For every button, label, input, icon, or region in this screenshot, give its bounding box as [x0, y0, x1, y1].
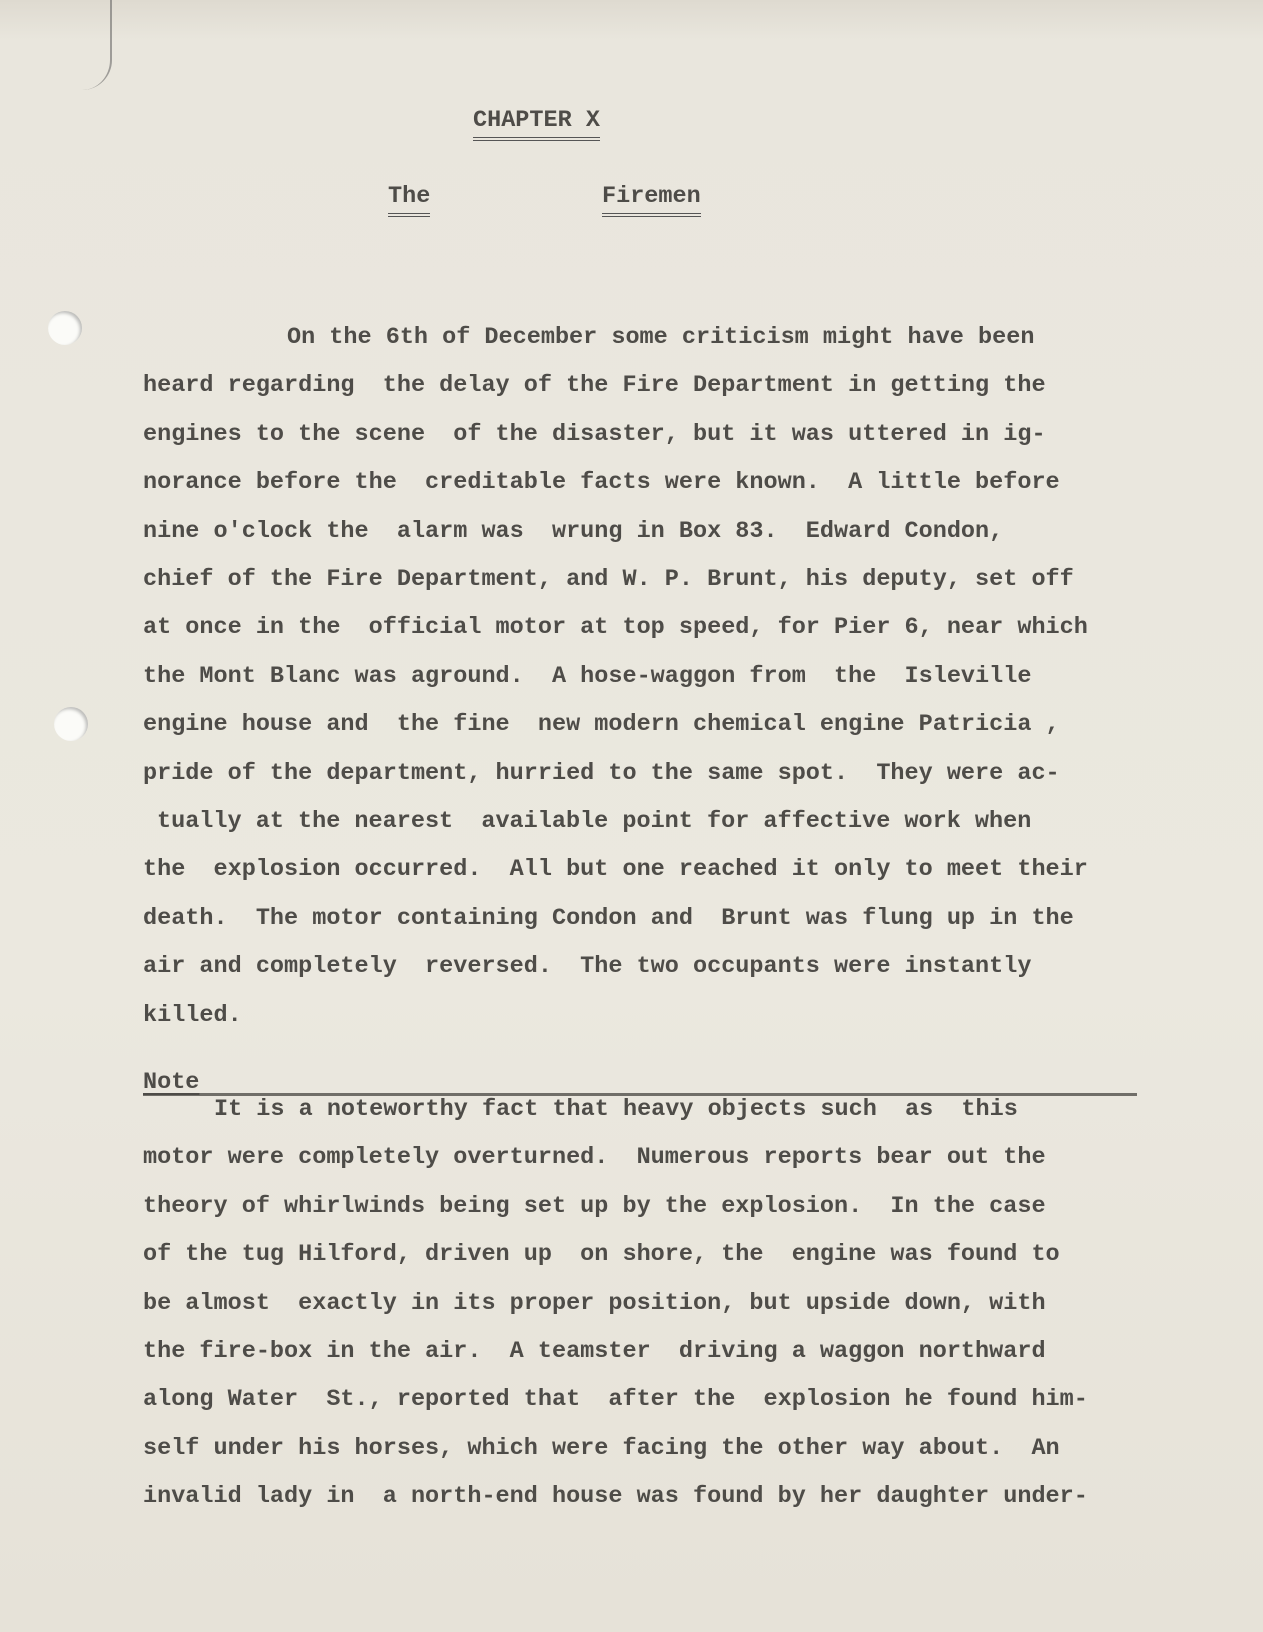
text-line: at once in the official motor at top speed, for Pier 6, near which — [143, 614, 1088, 642]
pencil-mark — [60, 0, 112, 90]
text-line: pride of the department, hurried to the same spot. They were ac- — [143, 759, 1060, 787]
note-label: Note — [143, 1069, 200, 1096]
text-line: engine house and the fine new modern chemical engine Patricia , — [143, 711, 1060, 739]
title-word-the: The — [388, 182, 430, 217]
text-line: air and completely reversed. The two occupants were instantly — [143, 953, 1032, 981]
note-line: the fire-box in the air. A teamster driving a waggon northward — [143, 1338, 1046, 1365]
text-line: chief of the Fire Department, and W. P. Brunt, his deputy, set off — [143, 566, 1074, 593]
text-line: killed. — [143, 1001, 242, 1029]
note-line: theory of whirlwinds being set up by the explosion. In the case — [143, 1192, 1046, 1220]
note-line: invalid lady in a north-end house was found by her daughter under- — [143, 1483, 1088, 1511]
note-line: self under his horses, which were facing the other way about. An — [143, 1434, 1060, 1462]
text-line: death. The motor containing Condon and Brunt was flung up in the — [143, 904, 1074, 932]
punch-hole — [54, 707, 88, 741]
text-line: nine o'clock the alarm was wrung in Box 83. Edward Condon, — [143, 517, 1004, 545]
chapter-heading: CHAPTER X — [473, 106, 600, 141]
text-line: norance before the creditable facts were known. A little before — [143, 469, 1060, 497]
text-line: the explosion occurred. All but one reached it only to meet their — [143, 856, 1088, 884]
text-line: heard regarding the delay of the Fire Department in getting the — [143, 372, 1046, 400]
text-line: On the 6th of December some criticism might have been — [287, 324, 1035, 351]
note-line: be almost exactly in its proper position, but upside down, with — [143, 1289, 1046, 1317]
text-line: engines to the scene of the disaster, but it was uttered in ig- — [143, 420, 1046, 448]
text-line: tually at the nearest available point for affective work when — [157, 808, 1032, 835]
punch-hole — [48, 311, 82, 345]
note-line: It is a noteworthy fact that heavy objects such as this — [214, 1096, 1018, 1123]
text-line: the Mont Blanc was aground. A hose-waggon from the Isleville — [143, 662, 1032, 690]
note-line: motor were completely overturned. Numerous reports bear out the — [143, 1144, 1046, 1172]
note-line: of the tug Hilford, driven up on shore, the engine was found to — [143, 1241, 1060, 1269]
note-line: along Water St., reported that after the explosion he found him- — [143, 1386, 1088, 1414]
title-word-firemen: Firemen — [602, 182, 701, 217]
